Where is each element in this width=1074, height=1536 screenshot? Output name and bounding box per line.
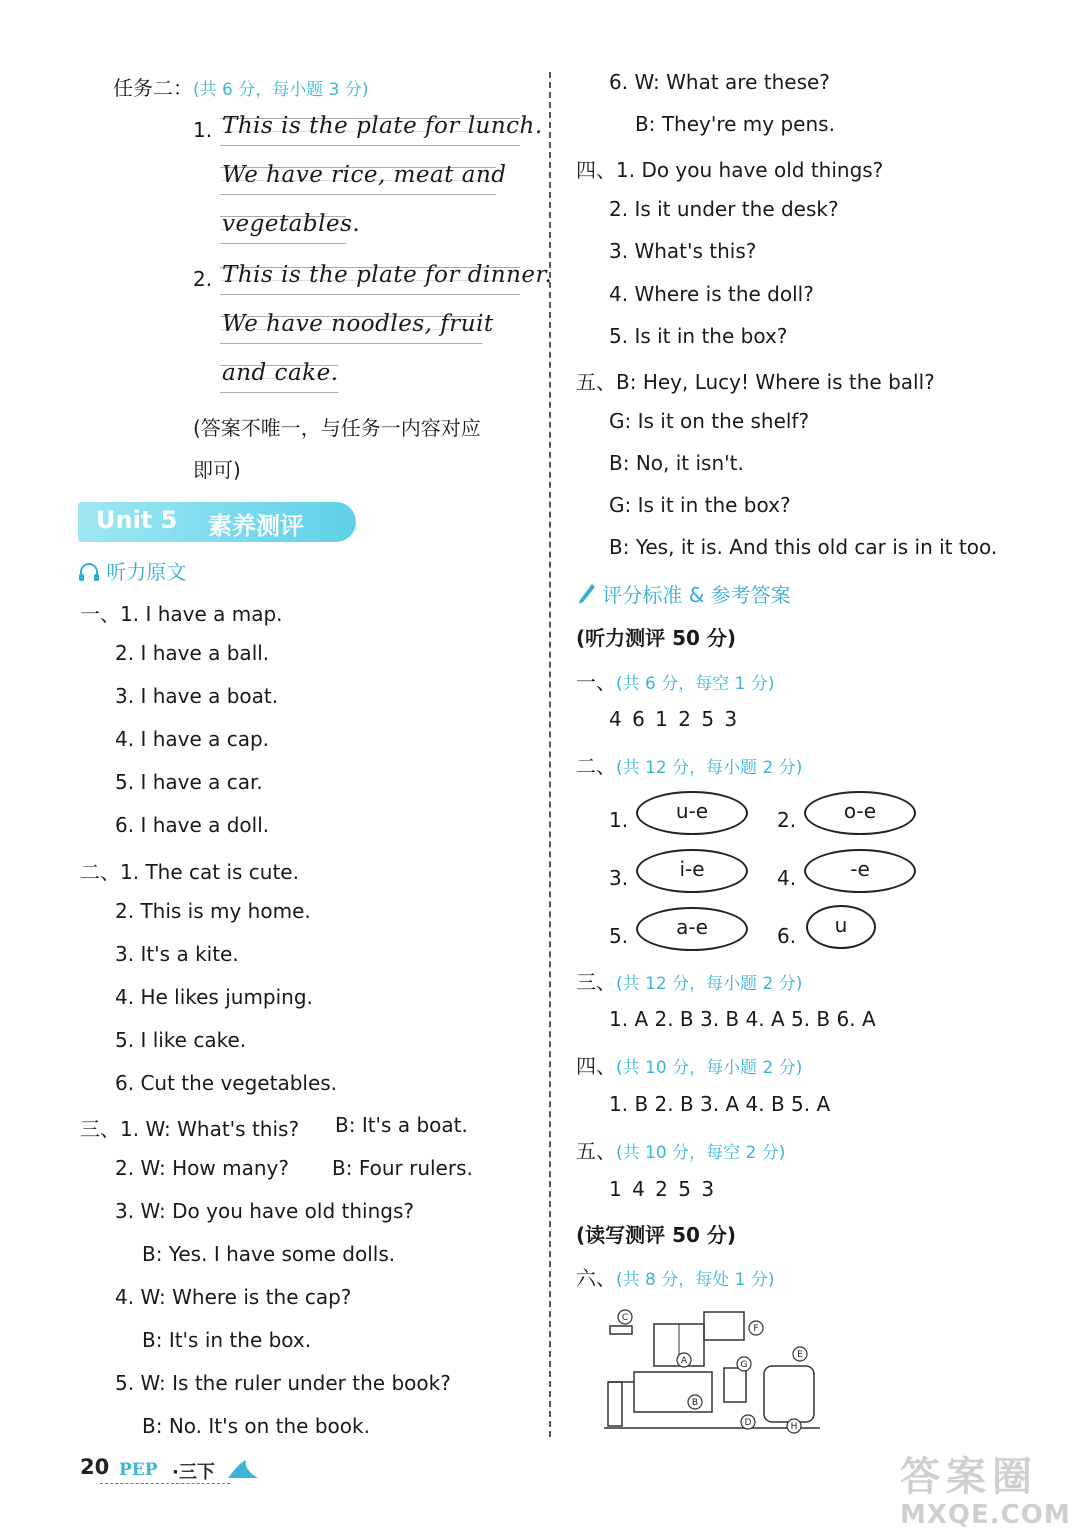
oval-number: 2. xyxy=(777,808,797,832)
sec1-heading xyxy=(576,666,775,695)
text-line: 6. W: What are these? xyxy=(609,70,830,94)
text-line: 2. Is it under the desk? xyxy=(609,197,839,221)
sec3-score: (共 12 分，每小题 2 分) xyxy=(616,974,803,994)
sec6-heading xyxy=(576,1262,775,1291)
picture-label: C xyxy=(621,1313,629,1323)
text-line: G: Is it in the box? xyxy=(609,493,791,517)
text-line: B: No, it isn't. xyxy=(609,451,744,475)
sec5-heading xyxy=(576,1135,785,1164)
listening-heading xyxy=(78,556,186,585)
unit-banner xyxy=(78,502,356,542)
sec4-score: (共 10 分，每小题 2 分) xyxy=(616,1058,803,1078)
text-line: 5. W: Is the ruler under the book? xyxy=(115,1371,451,1395)
room-illustration xyxy=(604,1302,820,1436)
text-line: 6. I have a doll. xyxy=(115,813,270,837)
text-line: 二、1. The cat is cute. xyxy=(80,860,299,884)
text-line: 2. This is my home. xyxy=(115,899,311,923)
oval-number: 5. xyxy=(609,924,629,948)
sec3-answers: 1. A 2. B 3. B 4. A 5. B 6. A xyxy=(609,1007,876,1031)
picture-label: B xyxy=(691,1398,699,1408)
oval-number: 6. xyxy=(777,924,797,948)
hw2-line-3: and cake. xyxy=(222,360,339,386)
text-line: B: Yes. I have some dolls. xyxy=(142,1242,396,1266)
hw2-number: 2. xyxy=(193,267,213,291)
answers-heading xyxy=(578,579,791,608)
answer-oval: o-e xyxy=(804,791,916,835)
series-label: PEP xyxy=(119,1460,158,1480)
text-line: B: They're my pens. xyxy=(635,112,835,136)
text-line: 4. W: Where is the cap? xyxy=(115,1285,352,1309)
sec1-label: 一、 xyxy=(576,670,616,694)
text-line: 3. What's this? xyxy=(609,239,757,263)
sec3-label: 三、 xyxy=(576,970,616,994)
text-line: 2. W: How many? xyxy=(115,1156,289,1180)
banner-unit: Unit 5 xyxy=(96,506,178,534)
sec2-score: (共 12 分，每小题 2 分) xyxy=(616,758,803,778)
hw1-line-1: This is the plate for lunch. xyxy=(222,113,543,139)
page-number: 20 xyxy=(80,1455,110,1479)
hw2-line-2: We have noodles, fruit xyxy=(222,311,494,337)
answers-heading-text: 评分标准 & 参考答案 xyxy=(602,583,791,607)
text-line: 4. Where is the doll? xyxy=(609,282,814,306)
sec2-heading xyxy=(576,750,802,779)
picture-label: A xyxy=(680,1356,688,1366)
hw1-line-3: vegetables. xyxy=(222,211,361,237)
picture-label: H xyxy=(790,1422,798,1432)
text-line: 6. Cut the vegetables. xyxy=(115,1071,338,1095)
listening-heading-text: 听力原文 xyxy=(106,560,187,584)
sec6-score: (共 8 分，每处 1 分) xyxy=(616,1270,775,1290)
watermark-url: MXQE.COM xyxy=(900,1500,1071,1530)
text-line: 5. I like cake. xyxy=(115,1028,247,1052)
text-line: 4. I have a cap. xyxy=(115,727,270,751)
text-line: B: Yes, it is. And this old car is in it too. xyxy=(609,535,998,559)
text-line: 三、1. W: What's this? xyxy=(80,1117,300,1141)
task2-score: (共 6 分，每小题 3 分) xyxy=(193,80,369,100)
text-line: B: It's in the box. xyxy=(142,1328,312,1352)
text-line: 4. He likes jumping. xyxy=(115,985,313,1009)
text-line: 一、1. I have a map. xyxy=(80,602,283,626)
picture-label: D xyxy=(744,1418,752,1428)
hw2-line-1: This is the plate for dinner. xyxy=(222,262,553,288)
sec1-answers: 4 6 1 2 5 3 xyxy=(609,707,738,731)
sec3-heading xyxy=(576,966,802,995)
sec2-label: 二、 xyxy=(576,754,616,778)
sec5-label: 五、 xyxy=(576,1139,616,1163)
picture-label: G xyxy=(740,1360,748,1370)
sec4-answers: 1. B 2. B 3. A 4. B 5. A xyxy=(609,1092,831,1116)
sec1-score: (共 6 分，每空 1 分) xyxy=(616,674,775,694)
rw-total: (读写测评 50 分) xyxy=(576,1223,737,1247)
sec4-heading xyxy=(576,1050,802,1079)
answer-oval: i-e xyxy=(636,849,748,893)
banner-title: 素养测评 xyxy=(208,512,304,540)
sec5-score: (共 10 分，每空 2 分) xyxy=(616,1143,786,1163)
oval-number: 3. xyxy=(609,866,629,890)
picture-label: E xyxy=(797,1350,803,1360)
sec5-answers: 1 4 2 5 3 xyxy=(609,1177,715,1201)
text-line: 3. W: Do you have old things? xyxy=(115,1199,414,1223)
task2-heading xyxy=(113,72,369,101)
watermark-title: 答案圈 xyxy=(900,1454,1038,1500)
note-line-2: 即可) xyxy=(193,458,241,482)
listening-total: (听力测评 50 分) xyxy=(576,626,737,650)
picture-label: F xyxy=(753,1324,759,1334)
text-line: B: No. It's on the book. xyxy=(142,1414,370,1438)
text-line: B: Four rulers. xyxy=(332,1156,473,1180)
text-line: B: It's a boat. xyxy=(335,1113,468,1137)
headphones-icon xyxy=(78,562,100,582)
answer-oval: u-e xyxy=(636,791,748,835)
text-line: 五、B: Hey, Lucy! Where is the ball? xyxy=(576,370,935,394)
text-line: 3. I have a boat. xyxy=(115,684,279,708)
task2-label: 任务二： xyxy=(113,76,193,100)
sec6-label: 六、 xyxy=(576,1266,616,1290)
bird-icon xyxy=(226,1458,260,1482)
text-line: 3. It's a kite. xyxy=(115,942,239,966)
text-line: 5. I have a car. xyxy=(115,770,263,794)
oval-number: 1. xyxy=(609,808,629,832)
column-divider xyxy=(549,72,551,1437)
answer-oval: u xyxy=(806,905,876,949)
hw1-line-2: We have rice, meat and xyxy=(222,162,507,188)
sec4-label: 四、 xyxy=(576,1054,616,1078)
answer-oval: a-e xyxy=(636,907,748,951)
answer-oval: -e xyxy=(804,849,916,893)
hw1-number: 1. xyxy=(193,118,213,142)
text-line: 5. Is it in the box? xyxy=(609,324,788,348)
oval-number: 4. xyxy=(777,866,797,890)
text-line: G: Is it on the shelf? xyxy=(609,409,810,433)
footer-rule xyxy=(100,1483,230,1484)
pencil-icon xyxy=(578,583,596,605)
grade-label: ·三下 xyxy=(172,1462,215,1483)
text-line: 四、1. Do you have old things? xyxy=(576,158,884,182)
text-line: 2. I have a ball. xyxy=(115,641,270,665)
note-line-1: (答案不唯一，与任务一内容对应 xyxy=(193,416,481,440)
